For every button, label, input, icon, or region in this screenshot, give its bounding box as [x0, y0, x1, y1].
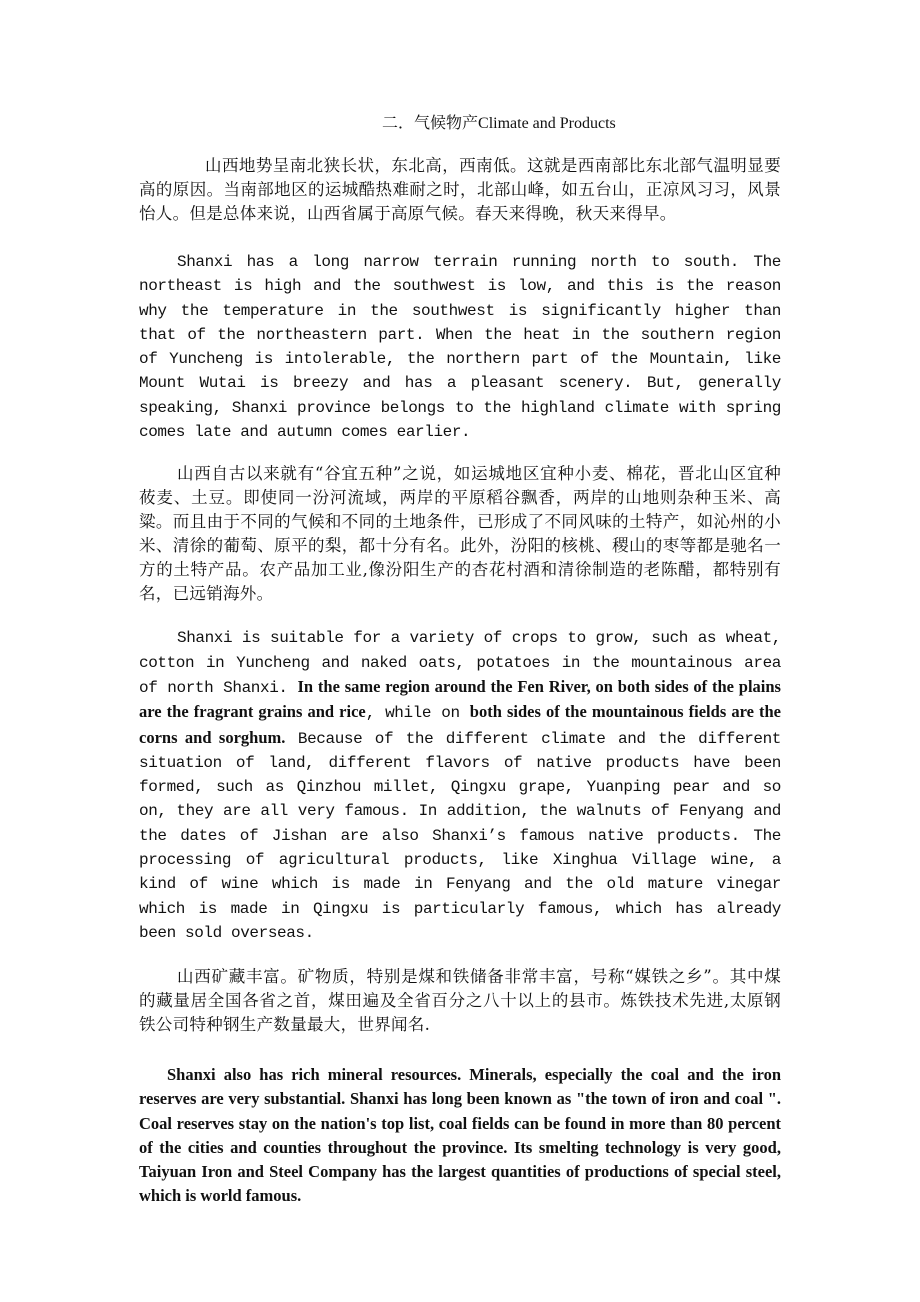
- section-title: [139, 108, 781, 140]
- paragraph-3-chinese: 山西矿藏丰富。矿物质，特别是煤和铁储备非常丰富，号称“媒铁之乡”。其中煤的藏量居全国各省之首，煤田遍及全省百分之八十以上的县市。炼铁技术先进,太原钢铁公司特种钢生产数量最大，世界闻名.: [139, 967, 781, 1035]
- paragraph-2-chinese: 山西自古以来就有“谷宜五种”之说，如运城地区宜种小麦、棉花，晋北山区宜种莜麦、土豆。即使同一汾河流域，两岸的平原稻谷飘香，两岸的山地则杂种玉米、高粱。而且由于不同的气候和不同的土地条件，已形成了不同风味的土特产，如沁州的小米、清徐的葡萄、原平的梨，都十分有名。此外，汾阳的核桃、稷山的枣等都是驰名一方的土特产品。农产品加工业,像汾阳生产的杏花村酒和清徐制造的老陈醋，都特别有名，已远销海外。: [139, 464, 781, 604]
- section-title-en: Climate and Products: [478, 115, 616, 132]
- paragraph-3-english: Shanxi also has rich mineral resources. Minerals, especially the coal and the iron reserves are very substantial. Shanxi has long been known as "the town of iron and coal ". Coal reserves stay on the nation's top list, coal fields can be found in more than 80 percent of the cities and counties throughout the province. Its smelting technology is very good, Taiyuan Iron and Steel Company has the largest quantities of productions of special steel, which is world famous.: [139, 1065, 781, 1206]
- document-page: [139, 108, 781, 1208]
- paragraph-2-english-part-3: Because of the different climate and the different situation of land, different flavors of native products have been formed, such as Qinzhou millet, Qingxu grape, Yuanping pear and so on, they are all very famous. In addition, the walnuts of Fenyang and the dates of Jishan are also Shanxi’s famous native products. The processing of agricultural products, like Xinghua Village wine, a kind of wine which is made in Fenyang and the old mature vinegar which is made in Qingxu is particularly famous, which has already been sold overseas.: [139, 729, 781, 942]
- paragraph-2-english-part-1: Shanxi is suitable for a variety of crops to grow, such as wheat, cotton in Yuncheng and naked oats, potatoes in the mountainous area of north Shanxi.: [139, 629, 781, 697]
- paragraph-2-english: [139, 626, 781, 945]
- paragraph-2-english-bold-1: In the same region around the Fen River, on both sides of the plains are the fragrant grains and rice: [139, 676, 781, 722]
- section-title-zh: 二．气候物产: [382, 113, 479, 132]
- paragraph-1-english: Shanxi has a long narrow terrain running north to south. The northeast is high and the southwest is low, and this is the reason why the temperature in the southwest is significantly higher than that of the northeastern part. When the heat in the southern region of Yuncheng is intolerable, the northern part of the Mountain, like Mount Wutai is breezy and has a pleasant scenery. But, generally speaking, Shanxi province belongs to the highland climate with spring comes late and autumn comes earlier.: [139, 253, 781, 442]
- paragraph-1-chinese: 山西地势呈南北狭长状，东北高，西南低。这就是西南部比东北部气温明显要高的原因。当南部地区的运城酷热难耐之时，北部山峰，如五台山，正凉风习习，风景怡人。但是总体来说，山西省属于高原气候。春天来得晚，秋天来得早。: [139, 156, 781, 223]
- paragraph-2-english-part-2: , while on: [365, 704, 470, 723]
- paragraph-2-english-bold-2: both sides of the mountainous fields are the corns and sorghum.: [139, 702, 781, 747]
